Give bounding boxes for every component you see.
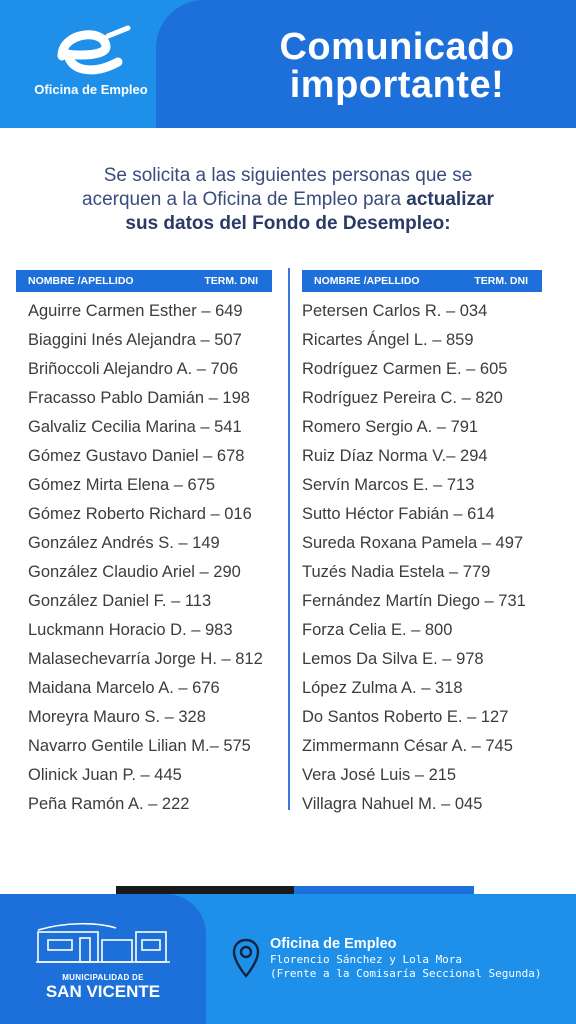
list-item: González Andrés S. – 149 — [28, 534, 220, 552]
list-item: Sureda Roxana Pamela – 497 — [302, 534, 524, 552]
list-item: Zimmermann César A. – 745 — [302, 737, 513, 755]
list-item: Fracasso Pablo Damián – 198 — [28, 389, 250, 407]
footer-accent-bar-blue — [294, 886, 474, 894]
title-line-2: importante! — [289, 64, 505, 106]
col-name-header: NOMBRE /APELLIDO — [314, 275, 420, 287]
list-item: Romero Sergio A. – 791 — [302, 418, 479, 436]
list-item: Lemos Da Silva E. – 978 — [302, 650, 484, 668]
list-item: Moreyra Mauro S. – 328 — [28, 708, 206, 726]
col-dni-header: TERM. DNI — [474, 275, 528, 287]
list-item: Galvaliz Cecilia Marina – 541 — [28, 418, 242, 436]
col-dni-header: TERM. DNI — [204, 275, 258, 287]
list-item: Navarro Gentile Lilian M.– 575 — [28, 737, 251, 755]
intro-line-2 — [20, 188, 556, 212]
list-item: Luckmann Horacio D. – 983 — [28, 621, 233, 639]
intro-line-1: Se solicita a las siguientes personas que se — [103, 165, 473, 186]
office-address: Florencio Sánchez y Lola Mora — [270, 953, 463, 966]
list-item: López Zulma A. – 318 — [302, 679, 463, 697]
right-name-list — [302, 297, 572, 819]
list-item: Rodríguez Carmen E. – 605 — [302, 360, 508, 378]
list-item: Villagra Nahuel M. – 045 — [302, 795, 483, 813]
intro-line-3-bold: sus datos del Fondo de Desempleo: — [125, 213, 451, 234]
list-item: Servín Marcos E. – 713 — [302, 476, 475, 494]
municipality-label: MUNICIPALIDAD DE — [62, 973, 144, 982]
list-item: Fernández Martín Diego – 731 — [302, 592, 526, 610]
footer-accent-bar-dark — [116, 886, 294, 894]
list-item: Do Santos Roberto E. – 127 — [302, 708, 509, 726]
page-title — [232, 28, 562, 104]
list-item: Briñoccoli Alejandro A. – 706 — [28, 360, 239, 378]
list-item: Vera José Luis – 215 — [302, 766, 457, 784]
list-item: Biaggini Inés Alejandra – 507 — [28, 331, 242, 349]
intro-text — [20, 164, 556, 236]
left-name-list — [28, 297, 286, 819]
list-item: Olinick Juan P. – 445 — [28, 766, 182, 784]
title-line-1: Comunicado — [279, 26, 515, 68]
list-item: Gómez Roberto Richard – 016 — [28, 505, 252, 523]
municipal-building-icon — [36, 920, 170, 964]
logo-text: Oficina de Empleo — [34, 82, 148, 97]
location-pin-icon — [232, 938, 260, 978]
left-column-header — [16, 270, 272, 292]
list-item: Maidana Marcelo A. – 676 — [28, 679, 220, 697]
list-item: Sutto Héctor Fabián – 614 — [302, 505, 495, 523]
list-item: Forza Celia E. – 800 — [302, 621, 453, 639]
office-reference: (Frente a la Comisaría Seccional Segunda) — [270, 967, 542, 980]
list-item: Aguirre Carmen Esther – 649 — [28, 302, 243, 320]
list-item: González Daniel F. – 113 — [28, 592, 212, 610]
list-item: Petersen Carlos R. – 034 — [302, 302, 488, 320]
list-item: Ricartes Ángel L. – 859 — [302, 331, 474, 349]
list-item: Rodríguez Pereira C. – 820 — [302, 389, 503, 407]
list-item: Gómez Mirta Elena – 675 — [28, 476, 216, 494]
intro-line-2-bold: actualizar — [406, 189, 494, 210]
right-column-header — [302, 270, 542, 292]
office-name: Oficina de Empleo — [270, 936, 397, 952]
list-item: González Claudio Ariel – 290 — [28, 563, 241, 581]
column-divider — [288, 268, 290, 810]
list-item: Gómez Gustavo Daniel – 678 — [28, 447, 245, 465]
list-item: Malasechevarría Jorge H. – 812 — [28, 650, 263, 668]
col-name-header: NOMBRE /APELLIDO — [28, 275, 134, 287]
municipality-name: SAN VICENTE — [45, 982, 161, 1001]
list-item: Peña Ramón A. – 222 — [28, 795, 190, 813]
list-item: Tuzés Nadia Estela – 779 — [302, 563, 491, 581]
intro-line-2-normal: acerquen a la Oficina de Empleo para — [82, 189, 407, 210]
oficina-empleo-e-logo-icon — [48, 22, 132, 82]
list-item: Ruiz Díaz Norma V.– 294 — [302, 447, 488, 465]
intro-line-3 — [20, 212, 556, 236]
